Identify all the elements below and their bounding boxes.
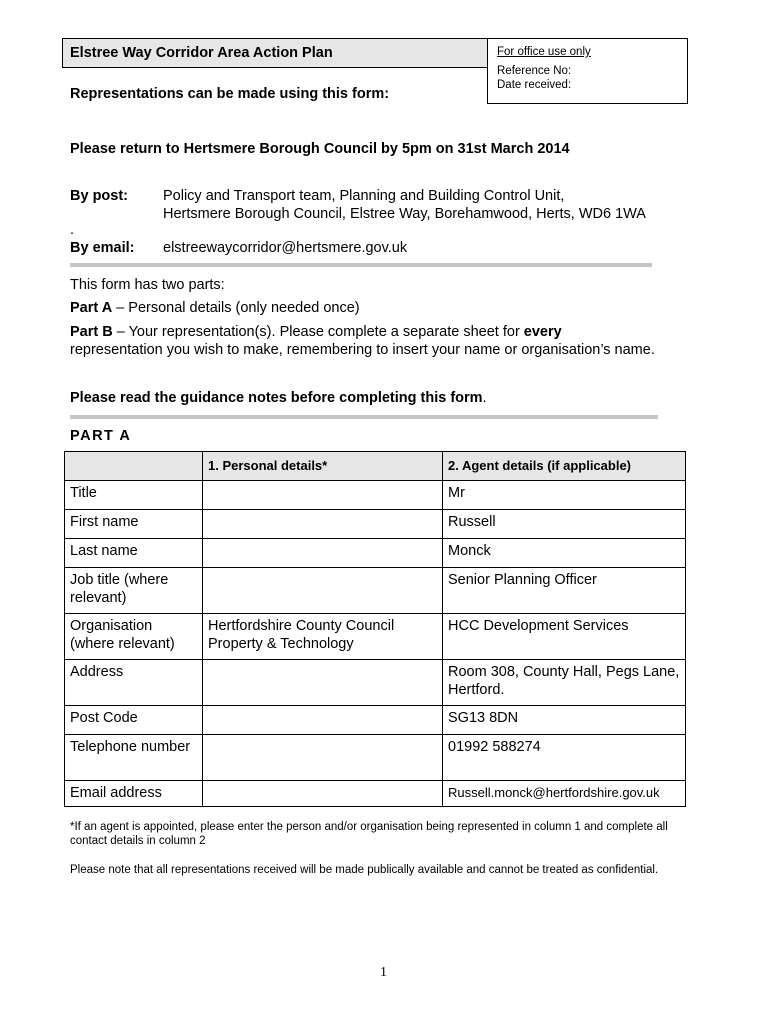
agent-telephone-field[interactable]: 01992 588274 xyxy=(443,735,686,781)
table-row xyxy=(65,706,686,735)
row-label: First name xyxy=(65,510,203,539)
agent-footnote: *If an agent is appointed, please enter the person and/or organisation being represented in column 1 and complete all contact details in column 2 xyxy=(70,821,668,847)
part-a-heading: PART A xyxy=(70,428,132,444)
part-b-label: Part B xyxy=(70,324,113,340)
part-b-description-line1 xyxy=(70,324,562,340)
post-label: By post: xyxy=(70,188,128,204)
stray-period: . xyxy=(70,222,75,238)
guidance-note xyxy=(70,390,487,406)
personal-telephone-field[interactable] xyxy=(203,735,443,781)
agent-title-field[interactable]: Mr xyxy=(443,481,686,510)
reference-no-label: Reference No: xyxy=(497,65,572,77)
email-address: elstreewaycorridor@hertsmere.gov.uk xyxy=(163,240,408,256)
agent-first-name-field[interactable]: Russell xyxy=(443,510,686,539)
date-received-label: Date received: xyxy=(497,79,572,91)
table-row xyxy=(65,781,686,807)
row-label: Email address xyxy=(65,781,203,807)
personal-title-field[interactable] xyxy=(203,481,443,510)
form-subtitle: Representations can be made using this form: xyxy=(70,86,390,102)
table-row xyxy=(65,660,686,706)
agent-email-field[interactable]: Russell.monck@hertfordshire.gov.uk xyxy=(443,781,686,807)
table-row xyxy=(65,481,686,510)
header-personal-details: 1. Personal details* xyxy=(203,452,443,481)
row-label: Telephone number xyxy=(65,735,203,781)
agent-last-name-field[interactable]: Monck xyxy=(443,539,686,568)
guidance-end: . xyxy=(482,390,487,406)
row-label: Last name xyxy=(65,539,203,568)
guidance-bold: Please read the guidance notes before completing this form xyxy=(70,390,483,406)
divider-2 xyxy=(70,415,658,419)
table-row xyxy=(65,735,686,781)
public-footnote: Please note that all representations received will be made publically available and cannot be treated as confidential. xyxy=(70,864,659,876)
post-address-line1: Policy and Transport team, Planning and Building Control Unit, xyxy=(163,188,565,204)
part-a-text: – Personal details (only needed once) xyxy=(112,300,360,316)
part-a-description xyxy=(70,300,360,316)
personal-post-code-field[interactable] xyxy=(203,706,443,735)
personal-first-name-field[interactable] xyxy=(203,510,443,539)
table-row xyxy=(65,568,686,614)
part-b-every: every xyxy=(523,324,562,340)
personal-address-field[interactable] xyxy=(203,660,443,706)
table-row xyxy=(65,614,686,660)
agent-organisation-field[interactable]: HCC Development Services xyxy=(443,614,686,660)
post-address-line2: Hertsmere Borough Council, Elstree Way, Borehamwood, Herts, WD6 1WA xyxy=(163,206,646,222)
agent-job-title-field[interactable]: Senior Planning Officer xyxy=(443,568,686,614)
table-row xyxy=(65,510,686,539)
agent-post-code-field[interactable]: SG13 8DN xyxy=(443,706,686,735)
part-a-label: Part A xyxy=(70,300,113,316)
row-label: Organisation (where relevant) xyxy=(65,614,203,660)
personal-organisation-field[interactable]: Hertfordshire County Council Property & Technology xyxy=(203,614,443,660)
personal-email-field[interactable] xyxy=(203,781,443,807)
row-label: Job title (where relevant) xyxy=(65,568,203,614)
row-label: Address xyxy=(65,660,203,706)
agent-address-field[interactable]: Room 308, County Hall, Pegs Lane, Hertford. xyxy=(443,660,686,706)
return-notice: Please return to Hertsmere Borough Council by 5pm on 31st March 2014 xyxy=(70,141,570,157)
form-title: Elstree Way Corridor Area Action Plan xyxy=(62,38,488,68)
row-label: Title xyxy=(65,481,203,510)
part-b-text: – Your representation(s). Please complete a separate sheet for xyxy=(112,324,524,340)
header-agent-details: 2. Agent details (if applicable) xyxy=(443,452,686,481)
table-header-row xyxy=(65,452,686,481)
office-use-title: For office use only xyxy=(497,46,591,58)
row-label: Post Code xyxy=(65,706,203,735)
divider-1 xyxy=(70,263,652,267)
header-label-cell xyxy=(65,452,203,481)
table-row xyxy=(65,539,686,568)
page-number: 1 xyxy=(380,965,387,980)
personal-details-table xyxy=(64,451,686,807)
office-use-box xyxy=(487,38,688,104)
email-label: By email: xyxy=(70,240,135,256)
personal-job-title-field[interactable] xyxy=(203,568,443,614)
intro-line: This form has two parts: xyxy=(70,277,225,293)
part-b-description-line2: representation you wish to make, remembering to insert your name or organisation’s name. xyxy=(70,342,655,358)
personal-last-name-field[interactable] xyxy=(203,539,443,568)
